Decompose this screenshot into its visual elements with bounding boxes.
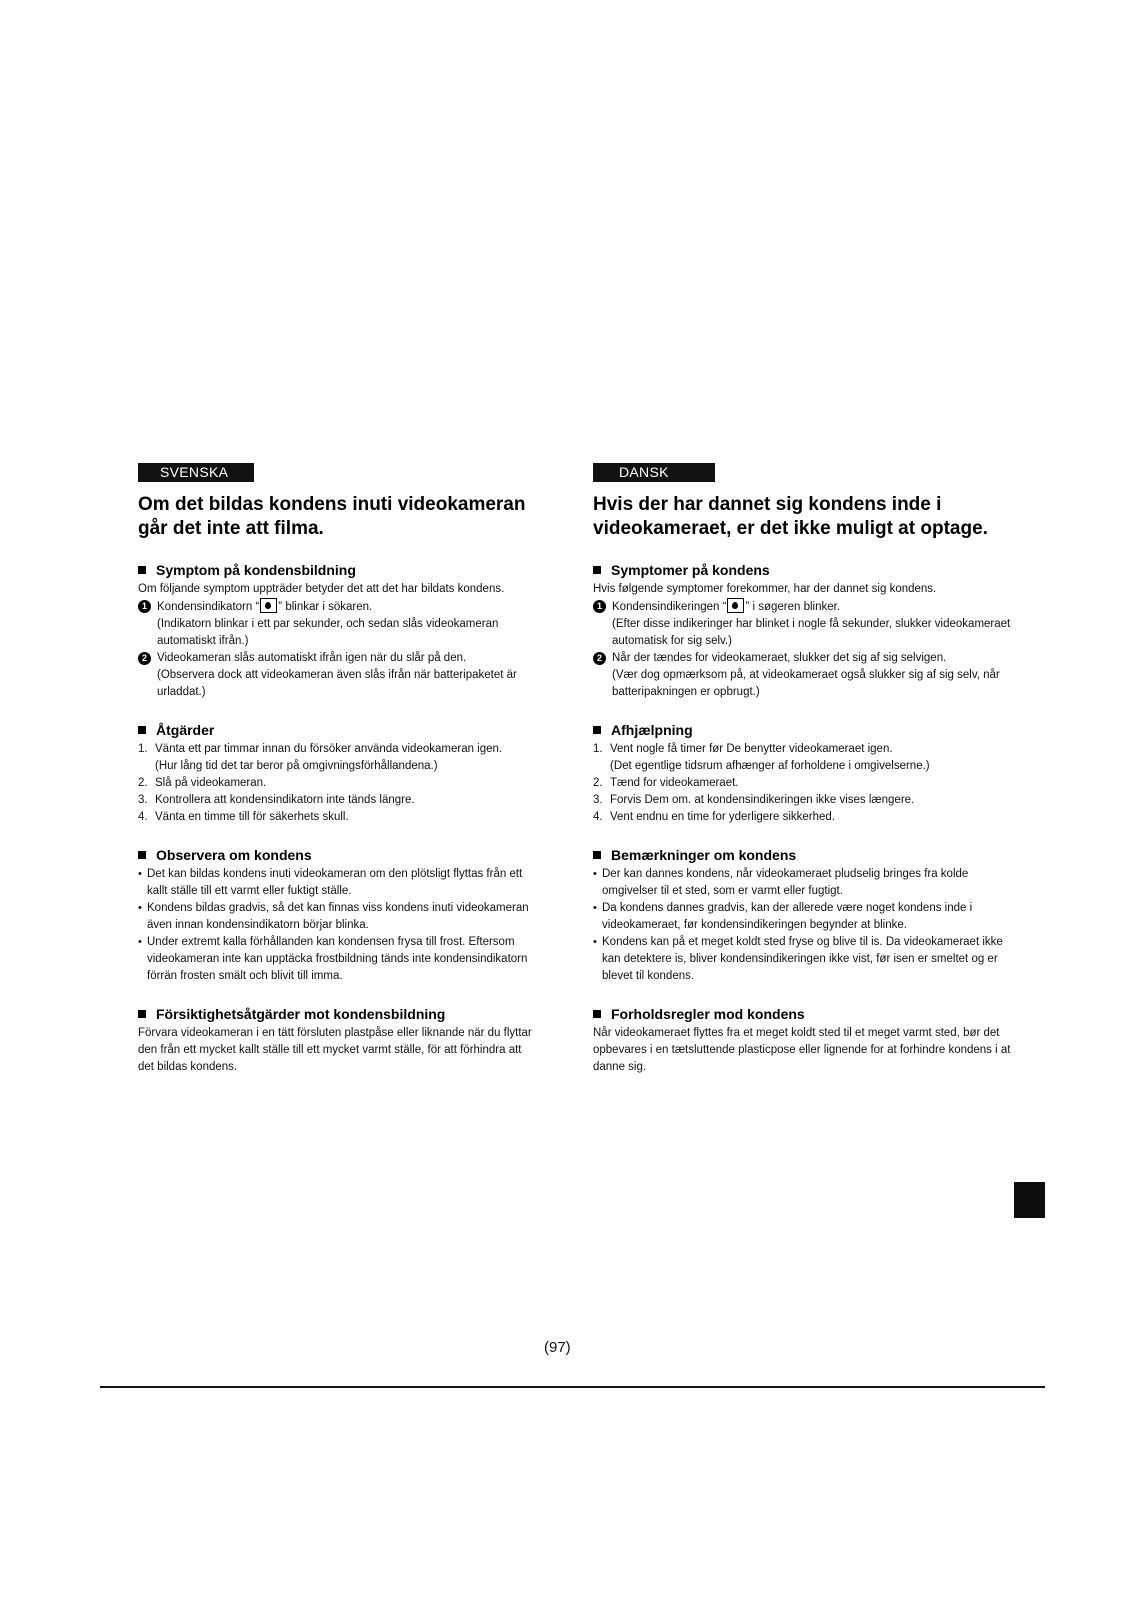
step-number: 2. — [138, 777, 148, 789]
condensation-indicator-icon — [260, 598, 277, 613]
heading-text: Observera om kondens — [156, 847, 312, 863]
symptom-item — [138, 650, 538, 701]
list-item — [138, 792, 538, 809]
symptom-heading — [138, 561, 538, 579]
list-item — [593, 792, 1013, 809]
precautions-heading — [138, 1005, 538, 1023]
section-title: Hvis der har dannet sig kondens inde i videokameraet, er det ikke muligt at optage. — [593, 494, 988, 539]
heading-text: Åtgärder — [156, 722, 215, 738]
symptom-intro: Hvis følgende symptomer forekommer, har der dannet sig kondens. — [593, 583, 937, 595]
condensation-indicator-icon — [727, 598, 744, 613]
list-item: • Det kan bildas kondens inuti videokameran om den plötsligt flyttas från ett kallt ställe till ett varmt eller fuktigt ställe. — [138, 866, 538, 900]
step-text: Vänta ett par timmar innan du försöker använda videokameran igen. — [155, 743, 503, 755]
list-item: • Kondens kan på et meget koldt sted fryse og blive til is. Da videokameraet ikke kan detektere is, bliver kondensindikeringen ikke vist, før isen er smeltet og er blevet til kondens. — [593, 934, 1013, 985]
step-number: 4. — [593, 811, 603, 823]
precautions-text: Når videokameraet flyttes fra et meget koldt sted til et meget varmt sted, bør det opbevares i en tætsluttende plasticpose eller lignende for at forhindre kondens i at danne sig. — [593, 1027, 1011, 1073]
heading-text: Försiktighetsåtgärder mot kondensbildning — [156, 1006, 446, 1022]
step-text: Tænd for videokameraet. — [610, 777, 739, 789]
list-item: • Under extremt kalla förhållanden kan kondensen frysa till frost. Eftersom videokameran inte kan upptäcka frostbildning tänds inte kondensindikatorn förrän frosten smält och blivit till imma. — [138, 934, 538, 985]
notes-section — [138, 846, 538, 985]
step-note: (Det egentlige tidsrum afhænger af forholdene i omgivelserne.) — [610, 760, 930, 772]
step-text: Slå på videokameran. — [155, 777, 267, 789]
actions-section — [593, 721, 1013, 826]
square-bullet-icon — [138, 566, 146, 574]
list-item — [138, 809, 538, 826]
precautions-section — [593, 1005, 1013, 1076]
step-number: 2. — [593, 777, 603, 789]
heading-text: Afhjælpning — [611, 722, 693, 738]
footer-divider — [100, 1386, 1045, 1388]
danish-column — [593, 463, 1013, 1076]
list-item — [593, 741, 1013, 775]
list-item: • Kondens bildas gradvis, så det kan finnas viss kondens inuti videokameran även innan kondensindikatorn börjar blinka. — [138, 900, 538, 934]
item-text: Videokameran slås automatiskt ifrån igen när du slår på den. — [157, 652, 467, 664]
list-item: • Da kondens dannes gradvis, kan der allerede være noget kondens inde i videokameraet, før kondensindikeringen begynder at blinke. — [593, 900, 1013, 934]
step-number: 4. — [138, 811, 148, 823]
item-note: (Efter disse indikeringer har blinket i nogle få sekunder, slukker videokameraet automatisk for sig selv.) — [612, 618, 1011, 647]
notes-heading — [593, 846, 1013, 864]
symptom-intro: Om följande symptom uppträder betyder det att det har bildats kondens. — [138, 583, 505, 595]
actions-section — [138, 721, 538, 826]
symptom-section — [138, 561, 538, 701]
language-tab-danish: DANSK — [593, 463, 715, 482]
step-number: 1. — [593, 743, 603, 755]
square-bullet-icon — [593, 726, 601, 734]
symptom-heading — [593, 561, 1013, 579]
notes-heading — [138, 846, 538, 864]
number-circle-icon: 2 — [593, 652, 606, 665]
step-text: Vänta en timme till för säkerhets skull. — [155, 811, 349, 823]
notes-list — [138, 866, 538, 985]
list-item — [138, 775, 538, 792]
steps-list — [593, 741, 1013, 826]
step-number: 1. — [138, 743, 148, 755]
actions-heading — [138, 721, 538, 739]
number-circle-icon: 2 — [138, 652, 151, 665]
step-note: (Hur lång tid det tar beror på omgivningsförhållandena.) — [155, 760, 438, 772]
square-bullet-icon — [138, 726, 146, 734]
number-circle-icon: 1 — [138, 600, 151, 613]
square-bullet-icon — [593, 1010, 601, 1018]
symptom-section — [593, 561, 1013, 701]
item-text: ” blinkar i sökaren. — [278, 601, 373, 613]
heading-text: Symptomer på kondens — [611, 562, 770, 578]
item-text: ” i søgeren blinker. — [745, 601, 841, 613]
precautions-text: Förvara videokameran i en tätt försluten plastpåse eller liknande när du flyttar den från ett mycket kallt ställe till ett mycket varmt ställe, för att förhindra att det bildas kondens. — [138, 1027, 532, 1073]
item-text: Kondensindikeringen “ — [612, 601, 727, 613]
step-text: Vent nogle få timer før De benytter videokameraet igen. — [610, 743, 893, 755]
list-item — [593, 775, 1013, 792]
notes-list — [593, 866, 1013, 985]
item-text: Når der tændes for videokameraet, slukker det sig af sig selvigen. — [612, 652, 947, 664]
step-text: Kontrollera att kondensindikatorn inte tänds längre. — [155, 794, 415, 806]
symptom-item — [138, 598, 538, 650]
item-note: (Indikatorn blinkar i ett par sekunder, och sedan slås videokameran automatiskt ifrån.) — [157, 618, 499, 647]
square-bullet-icon — [593, 566, 601, 574]
page-number: (97) — [544, 1339, 571, 1356]
actions-heading — [593, 721, 1013, 739]
step-text: Forvis Dem om. at kondensindikeringen ikke vises længere. — [610, 794, 915, 806]
square-bullet-icon — [138, 851, 146, 859]
step-number: 3. — [138, 794, 148, 806]
item-text: Kondensindikatorn “ — [157, 601, 260, 613]
item-note: (Observera dock att videokameran även slås ifrån när batteripaketet är urladdat.) — [157, 669, 517, 698]
list-item — [138, 741, 538, 775]
notes-section — [593, 846, 1013, 985]
precautions-heading — [593, 1005, 1013, 1023]
symptom-item — [593, 598, 1013, 650]
swedish-column — [138, 463, 538, 1076]
square-bullet-icon — [138, 1010, 146, 1018]
list-item: • Der kan dannes kondens, når videokameraet pludselig bringes fra kolde omgivelser til et sted, som er varmt eller fugtigt. — [593, 866, 1013, 900]
steps-list — [138, 741, 538, 826]
symptom-item — [593, 650, 1013, 701]
step-text: Vent endnu en time for yderligere sikkerhed. — [610, 811, 836, 823]
item-note: (Vær dog opmærksom på, at videokameraet også slukker sig af sig selv, når batteripakningen er opbrugt.) — [612, 669, 1000, 698]
list-item — [593, 809, 1013, 826]
square-bullet-icon — [593, 851, 601, 859]
heading-text: Bemærkninger om kondens — [611, 847, 797, 863]
edge-index-tab — [1014, 1182, 1045, 1218]
section-title: Om det bildas kondens inuti videokameran går det inte att filma. — [138, 494, 526, 539]
number-circle-icon: 1 — [593, 600, 606, 613]
precautions-section — [138, 1005, 538, 1076]
language-tab-swedish: SVENSKA — [138, 463, 254, 482]
step-number: 3. — [593, 794, 603, 806]
heading-text: Forholdsregler mod kondens — [611, 1006, 805, 1022]
heading-text: Symptom på kondensbildning — [156, 562, 356, 578]
